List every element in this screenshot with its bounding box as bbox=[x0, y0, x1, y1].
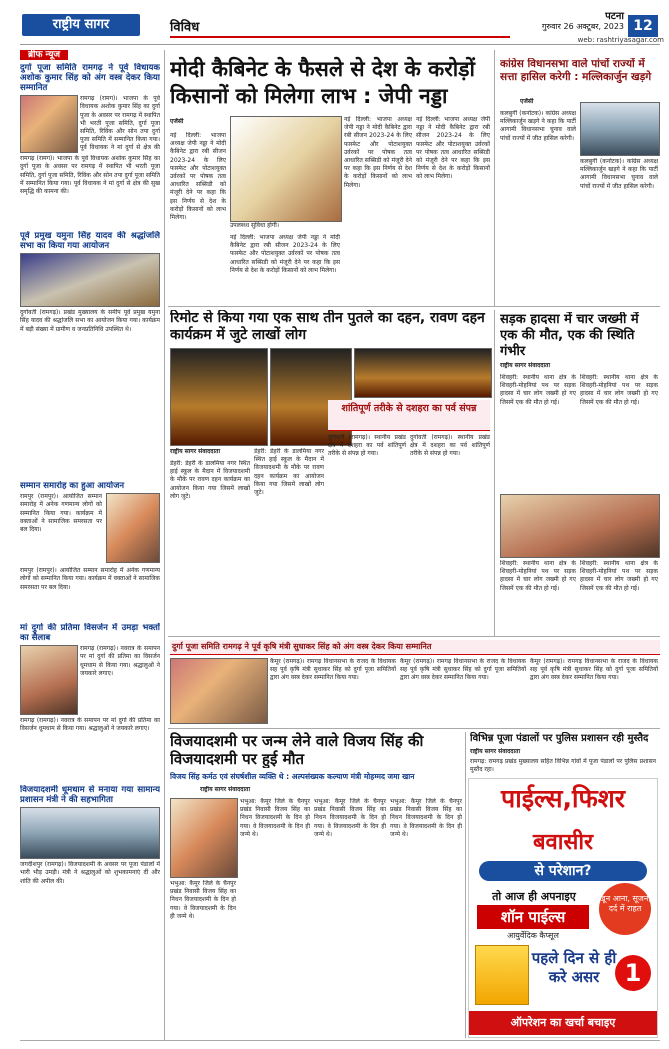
left-story3-more: रामपुर (रामपुर)। आयोजित सम्मान समारोह में अनेक गणमान्य लोगों को सम्मानित किया गया। कार्यक्रम में वक्ताओं ने सामाजिक समरसता पर बल दिया। bbox=[20, 567, 160, 591]
left-story3-wrap bbox=[20, 493, 160, 565]
left-story3-photo bbox=[106, 493, 160, 563]
accident-byline: राष्ट्रीय सागर संवाददाता bbox=[500, 362, 551, 369]
left-story5-photo bbox=[20, 807, 160, 859]
kaimur-headline: दुर्गा पूजा समिति रामगढ़ ने पूर्व कृषि मंत्री सुधाकर सिंह को अंग वस्त्र देकर किया सम्मानित bbox=[172, 642, 432, 651]
ad-brand-sub: आयुर्वेदिक कैप्सूल bbox=[507, 931, 559, 940]
left-story4-headline: मां दुर्गा की प्रतिमा विसर्जन में उमड़ा भक्तों का सैलाब bbox=[20, 623, 160, 644]
masthead bbox=[0, 0, 669, 44]
police-headline: विभिन्न पूजा पंडालों पर पुलिस प्रशासन रही मुस्तैद bbox=[470, 733, 649, 744]
main-byline: एजेंसी bbox=[170, 118, 184, 125]
left-story1-photo bbox=[20, 95, 78, 153]
edition-date: गुरुवार 26 अक्टूबर, 2023 bbox=[541, 22, 624, 31]
website-url: web: rashtriyasagar.com bbox=[577, 36, 664, 44]
left-story5-headline: विजयादशमी धूमधाम से मनाया गया सामान्य प्रशासन मंत्री ने की सहभागिता bbox=[20, 785, 160, 806]
ad-cta: तो आज ही अपनाइए bbox=[492, 890, 576, 903]
header-rule bbox=[20, 44, 660, 45]
congress-byline: एजेंसी bbox=[520, 98, 534, 105]
column-divider-left bbox=[164, 50, 165, 1040]
page-number: 12 bbox=[628, 15, 658, 37]
ad-number-one: 1 bbox=[615, 955, 651, 991]
ad-brand: शॉन पाईल्स bbox=[477, 905, 589, 929]
ravan-byline: राष्ट्रीय सागर संवाददाता bbox=[170, 448, 221, 455]
main-body-col2: नई दिल्ली: भाजपा अध्यक्ष जेपी नड्डा ने मोदी कैबिनेट द्वारा रबी सीजन 2023-24 के लिए फास्फेट और पोटाशयुक्त उर्वरकों पर पोषक तत्व आधारित सब्सिडी को मंजूरी देने पर कहा कि इस निर्णय से देश के करोड़ों किसानों को लाभ मिलेगा। bbox=[230, 234, 340, 274]
column-divider-bottom bbox=[465, 732, 466, 1038]
left-story5-body: जगदीशपुर (रामगढ़)। विजयादशमी के अवसर पर पूजा पंडालों में भारी भीड़ उमड़ी। मंत्री ने श्रद्धालुओं को शुभकामनाएं दीं और शांति की अपील की। bbox=[20, 861, 160, 885]
left-story1-photo-wrap bbox=[20, 95, 160, 153]
kaimur-box bbox=[170, 640, 660, 655]
vijay-subhead: विजय सिंह कर्मठ एवं संघर्षशील व्यक्ति थे : अल्पसंख्यक कल्याण मंत्री मोहम्मद जमा खान bbox=[170, 772, 415, 781]
congress-headline: कांग्रेस विधानसभा वाले पांचों राज्यों में सत्ता हासिल करेगी : मल्लिकार्जुन खड़गे bbox=[500, 58, 652, 83]
main-body-col3: नई दिल्ली: भाजपा अध्यक्ष जेपी नड्डा ने मोदी कैबिनेट द्वारा रबी सीजन 2023-24 के लिए फास्फेट और पोटाशयुक्त उर्वरकों पर पोषक तत्व आधारित सब्सिडी को मंजूरी देने पर कहा कि इस निर्णय से देश के करोड़ों किसानों को लाभ मिलेगा। bbox=[344, 116, 412, 189]
dashahra-box bbox=[328, 400, 490, 431]
piles-advertisement bbox=[468, 778, 658, 1038]
congress-body-col2: कलबुर्गी (कर्नाटक)। कांग्रेस अध्यक्ष मल्लिकार्जुन खड़गे ने कहा कि पार्टी आगामी विधानसभा चुनाव वाले पांचों राज्यों में जीत हासिल करेगी। bbox=[580, 158, 658, 190]
accident-body-col2: शिवहरी: स्थानीय थाना क्षेत्र के शिवहरी-मोहनियां पथ पर सड़क हादसा में चार लोग जख्मी हो गए जिसमें एक की मौत हो गई। bbox=[580, 374, 658, 406]
ad-footer: ऑपरेशन का खर्चा बचाइए bbox=[469, 1011, 657, 1035]
left-story1-more: रामगढ़ (रामग)। भाजपा के पूर्व विधायक अशोक कुमार सिंह का दुर्गा पूजा के अवसर पर रामगढ़ में स्थापित भी भरती पूजा समिति, दुर्गा पूजा समिति, रिविंक और सोन तपा दुर्गा पूजा समिति में सम्मानित किया गया। पूर्व विधायक ने मां दुर्गा से क्षेत्र की सुख समृद्धि की कामना की। bbox=[20, 155, 160, 196]
ad-title: पाईल्स,फिशर bbox=[501, 784, 625, 813]
main-photo-caption: उपलब्ध्ध सुविधा होगी। bbox=[230, 222, 280, 229]
vijay-body-col1: भभुआ: कैमूर जिले के चैनपुर प्रखंड निवासी विजय सिंह का निधन विजयादशमी के दिन हो गया। वे विजयादशमी के दिन ही जन्मे थे। bbox=[240, 798, 310, 838]
brief-news-label: ब्रीफ न्यूज bbox=[20, 50, 68, 60]
left-column bbox=[20, 50, 160, 1038]
column-divider-right-top bbox=[494, 50, 495, 306]
accident-body-col3: शिवहरी: स्थानीय थाना क्षेत्र के शिवहरी-मोहनियां पथ पर सड़क हादसा में चार लोग जख्मी हो गए जिसमें एक की मौत हो गई। bbox=[500, 560, 576, 592]
ravan-photo-3 bbox=[354, 348, 492, 398]
main-body-col4: नई दिल्ली: भाजपा अध्यक्ष जेपी नड्डा ने मोदी कैबिनेट द्वारा रबी सीजन 2023-24 के लिए फास्फेट और पोटाशयुक्त उर्वरकों पर पोषक तत्व आधारित सब्सिडी को मंजूरी देने पर कहा कि इस निर्णय से देश के करोड़ों किसानों को लाभ मिलेगा। bbox=[416, 116, 490, 181]
kaimur-photo bbox=[170, 658, 268, 724]
row-divider-2 bbox=[168, 636, 660, 637]
left-story2-body: दुर्गावती (रामगढ़)। प्रखंड मुख्यालय के समीप पूर्व प्रमुख यमुना सिंह यादव की श्रद्धांजलि सभा का आयोजन किया गया। कार्यक्रम में बड़ी संख्या में ग्रामीण व जनप्रतिनिधि उपस्थित थे। bbox=[20, 309, 160, 333]
edition-city: पटना bbox=[605, 11, 624, 22]
vijay-body-col3: भभुआ: कैमूर जिले के चैनपुर प्रखंड निवासी विजय सिंह का निधन विजयादशमी के दिन हो गया। वे विजयादशमी के दिन ही जन्मे थे। bbox=[390, 798, 462, 838]
vijay-body-col0: भभुआ: कैमूर जिले के चैनपुर प्रखंड निवासी विजय सिंह का निधन विजयादशमी के दिन हो गया। वे विजयादशमी के दिन ही जन्मे थे। bbox=[170, 880, 236, 920]
row-divider-1 bbox=[168, 306, 660, 307]
police-byline: राष्ट्रीय सागर संवाददाता bbox=[470, 748, 521, 755]
vijay-headline: विजयादशमी पर जन्म लेने वाले विजय सिंह की विजयादशमी पर हुई मौत bbox=[170, 732, 424, 768]
kaimur-body-col3: कैमूर (रामगढ़)। रामगढ़ विधानसभा के राजद के विधायक सह पूर्व कृषि मंत्री सुधाकर सिंह को दुर्गा पूजा समितियों द्वारा अंग वस्त्र देकर सम्मानित किया गया। bbox=[530, 658, 658, 682]
ravan-headline: रिमोट से किया गया एक साथ तीन पुतले का दहन, रावण दहन कार्यक्रम में जुटे लाखों लोग bbox=[170, 310, 485, 343]
left-story1-body: रामगढ़ (रामग)। भाजपा के पूर्व विधायक अशोक कुमार सिंह का दुर्गा पूजा के अवसर पर रामगढ़ में स्थापित भी भरती पूजा समिति, दुर्गा पूजा समिति, रिविंक और सोन तपा दुर्गा पूजा समिति में सम्मानित किया गया। पूर्व विधायक ने मां दुर्गा से क्षेत्र की bbox=[80, 95, 160, 152]
ad-first-day: पहले दिन से ही करे असर bbox=[531, 949, 617, 986]
left-story2-headline: पूर्व प्रमुख यमुना सिंह यादव की श्रद्धांजलि सभा का किया गया आयोजन bbox=[20, 231, 160, 252]
main-headline: मोदी कैबिनेट के फैसले से देश के करोड़ों किसानों को मिलेगा लाभ : जेपी नड्डा bbox=[170, 57, 475, 108]
congress-body-col1: कलबुर्गी (कर्नाटक)। कांग्रेस अध्यक्ष मल्लिकार्जुन खड़गे ने कहा कि पार्टी आगामी विधानसभा चुनाव वाले पांचों राज्यों में जीत हासिल करेगी। bbox=[500, 110, 576, 142]
ravan-photo-2 bbox=[270, 348, 352, 446]
accident-photo bbox=[500, 494, 660, 558]
left-story3-body: रामपुर (रामपुर)। आयोजित सम्मान समारोह में अनेक गणमान्य लोगों को सम्मानित किया गया। कार्यक्रम में वक्ताओं ने सामाजिक समरसता पर बल दिया। bbox=[20, 493, 102, 534]
section-label: विविध bbox=[170, 20, 200, 35]
ravan-body-col1: डेहरी: डेहरी के डालमिया नगर स्थित हाई स्कूल के मैदान में विजयादशमी के मौके पर रावण दहन कार्यक्रम का आयोजन किया गया जिसमें लाखों लोग जुटे। bbox=[170, 460, 250, 500]
dashahra-body-col1: दुर्गावती (रामगढ़)। स्थानीय प्रखंड क्षेत्र में दशहरा का पर्व शांतिपूर्ण तरीके से संपन्न हो गया। bbox=[328, 434, 406, 458]
left-story4-photo bbox=[20, 645, 78, 715]
kharge-photo bbox=[580, 102, 660, 156]
ad-product-pack bbox=[475, 945, 529, 1005]
brand-logo bbox=[22, 14, 140, 36]
section-title bbox=[170, 16, 510, 38]
row-divider-3 bbox=[168, 728, 660, 729]
ad-badge bbox=[599, 883, 651, 935]
left-story2-photo bbox=[20, 253, 160, 307]
column-divider-right-mid bbox=[494, 310, 495, 636]
accident-body-col4: शिवहरी: स्थानीय थाना क्षेत्र के शिवहरी-मोहनियां पथ पर सड़क हादसा में चार लोग जख्मी हो गए जिसमें एक की मौत हो गई। bbox=[580, 560, 658, 592]
vijay-photo bbox=[170, 798, 238, 878]
left-story4-body: रामगढ़ (रामगढ़)। नवरात्र के समापन पर मां दुर्गा की प्रतिमा का विसर्जन धूमधाम से किया गया। श्रद्धालुओं ने जयकारे लगाए। bbox=[80, 645, 160, 677]
ravan-body-col2: डेहरी: डेहरी के डालमिया नगर स्थित हाई स्कूल के मैदान में विजयादशमी के मौके पर रावण दहन कार्यक्रम का आयोजन किया गया जिसमें लाखों लोग जुटे। bbox=[254, 448, 324, 497]
main-photo bbox=[230, 116, 342, 222]
dashahra-body-col2: दुर्गावती (रामगढ़)। स्थानीय प्रखंड क्षेत्र में दशहरा का पर्व शांतिपूर्ण तरीके से संपन्न हो गया। bbox=[410, 434, 490, 458]
ravan-photo-1 bbox=[170, 348, 268, 446]
vijay-body-col2: भभुआ: कैमूर जिले के चैनपुर प्रखंड निवासी विजय सिंह का निधन विजयादशमी के दिन हो गया। वे विजयादशमी के दिन ही जन्मे थे। bbox=[314, 798, 386, 838]
brand-name: राष्ट्रीय सागर bbox=[52, 17, 110, 32]
accident-headline: सड़क हादसा में चार जख्मी में एक की मौत, एक की स्थिति गंभीर bbox=[500, 312, 639, 359]
footer-rule bbox=[20, 1040, 660, 1041]
vijay-byline: राष्ट्रीय सागर संवाददाता bbox=[200, 786, 251, 793]
police-body: रामगढ़: रामगढ़ प्रखंड मुख्यालय सहित विभिन्न गांवों में पूजा पंडालों पर पुलिस प्रशासन मुस्तैद रहा। bbox=[470, 758, 656, 774]
left-story3-headline: सम्मान समारोह का हुआ आयोजन bbox=[20, 481, 125, 492]
ad-title-2: बवासीर bbox=[532, 830, 594, 855]
main-body-col1: नई दिल्ली: भाजपा अध्यक्ष जेपी नड्डा ने मोदी कैबिनेट द्वारा रबी सीजन 2023-24 के लिए फास्फेट और पोटाशयुक्त उर्वरकों पर पोषक तत्व आधारित सब्सिडी को मंजूरी देने पर कहा कि इस निर्णय से देश के करोड़ों किसानों को लाभ मिलेगा। bbox=[170, 132, 226, 222]
kaimur-body-col1: कैमूर (रामगढ़)। रामगढ़ विधानसभा के राजद के विधायक सह पूर्व कृषि मंत्री सुधाकर सिंह को दुर्गा पूजा समितियों द्वारा अंग वस्त्र देकर सम्मानित किया गया। bbox=[270, 658, 396, 682]
kaimur-body-col2: कैमूर (रामगढ़)। रामगढ़ विधानसभा के राजद के विधायक सह पूर्व कृषि मंत्री सुधाकर सिंह को दुर्गा पूजा समितियों द्वारा अंग वस्त्र देकर सम्मानित किया गया। bbox=[400, 658, 526, 682]
left-story1-headline: दुर्गा पूजा समिति रामगढ़ ने पूर्व विधायक अशोक कुमार सिंह को अंग वस्त्र देकर किया सम्मानित bbox=[20, 63, 160, 94]
edition-info bbox=[514, 12, 624, 32]
ad-badge-text: खून आना, सूजन, दर्द में राहत bbox=[599, 894, 651, 913]
accident-body-col1: शिवहरी: स्थानीय थाना क्षेत्र के शिवहरी-मोहनियां पथ पर सड़क हादसा में चार लोग जख्मी हो गए जिसमें एक की मौत हो गई। bbox=[500, 374, 576, 406]
left-story4-more: रामगढ़ (रामगढ़)। नवरात्र के समापन पर मां दुर्गा की प्रतिमा का विसर्जन धूमधाम से किया गया। श्रद्धालुओं ने जयकारे लगाए। bbox=[20, 717, 160, 733]
ad-question: से परेशान? bbox=[479, 861, 647, 881]
dashahra-headline: शांतिपूर्ण तरीके से दशहरा का पर्व संपन्न bbox=[341, 403, 477, 414]
left-story4-wrap bbox=[20, 645, 160, 715]
